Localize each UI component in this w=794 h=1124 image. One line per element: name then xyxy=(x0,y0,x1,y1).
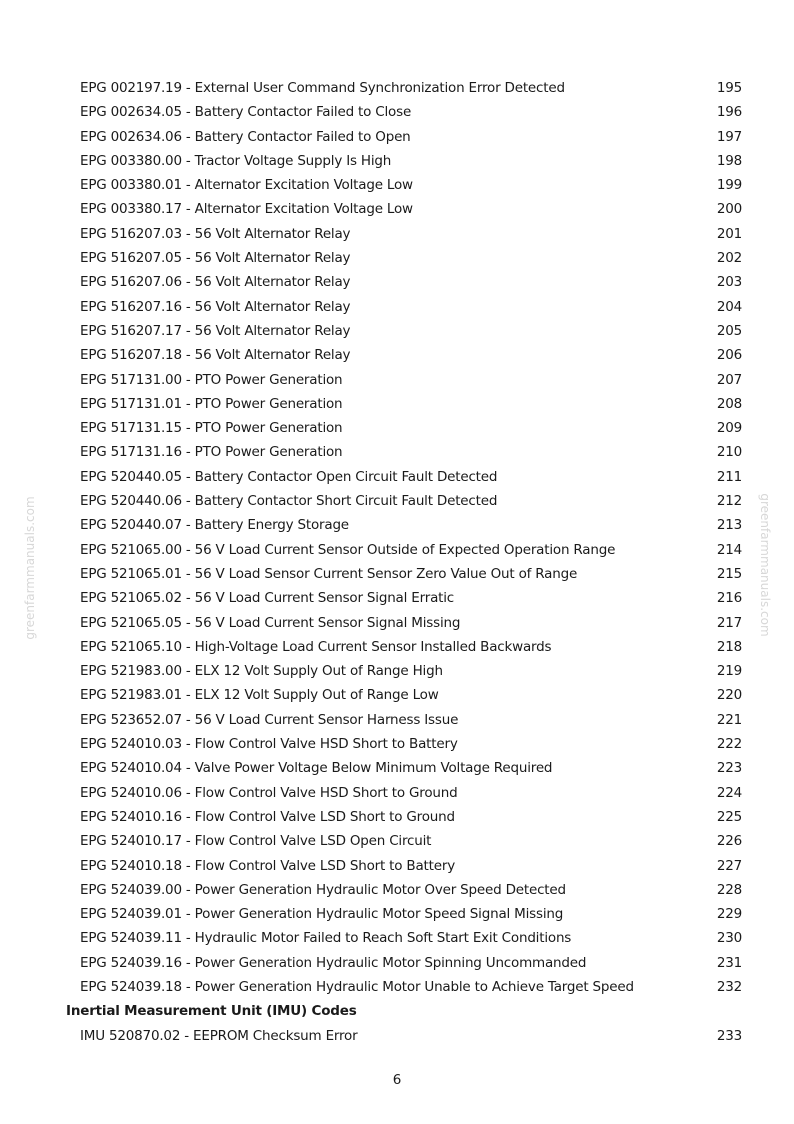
toc-entry[interactable] xyxy=(0,513,794,537)
toc-entry[interactable] xyxy=(0,392,794,416)
toc-entry-title: IMU 520870.02 - EEPROM Checksum Error xyxy=(80,1027,358,1044)
table-of-contents xyxy=(0,76,794,1048)
toc-entry-page: 225 xyxy=(716,808,742,825)
watermark-right: greenfarmmanuals.com xyxy=(758,493,772,637)
toc-entry-title: EPG 524039.18 - Power Generation Hydraulic Motor Unable to Achieve Target Speed xyxy=(80,978,634,995)
toc-entry-title: EPG 517131.16 - PTO Power Generation xyxy=(80,444,343,461)
toc-entry[interactable] xyxy=(0,878,794,902)
toc-entry[interactable] xyxy=(0,173,794,197)
toc-entry[interactable] xyxy=(0,659,794,683)
toc-entry[interactable] xyxy=(0,197,794,221)
toc-entry[interactable] xyxy=(0,951,794,975)
toc-entry-title: EPG 521065.05 - 56 V Load Current Sensor Signal Missing xyxy=(80,614,461,631)
toc-entry[interactable] xyxy=(0,926,794,950)
toc-entry-page: 231 xyxy=(716,954,742,971)
section-title: Inertial Measurement Unit (IMU) Codes xyxy=(66,1003,357,1020)
toc-entry-page: 227 xyxy=(716,857,742,874)
toc-entry[interactable] xyxy=(0,538,794,562)
toc-entry[interactable] xyxy=(0,368,794,392)
toc-entry-page: 232 xyxy=(716,978,742,995)
toc-entry-page: 204 xyxy=(716,298,742,315)
toc-entry-title: EPG 524010.17 - Flow Control Valve LSD Open Circuit xyxy=(80,833,432,850)
toc-entry-title: EPG 517131.00 - PTO Power Generation xyxy=(80,371,343,388)
toc-entry-title: EPG 524039.00 - Power Generation Hydraulic Motor Over Speed Detected xyxy=(80,881,566,898)
toc-entry-title: EPG 524039.16 - Power Generation Hydraulic Motor Spinning Uncommanded xyxy=(80,954,587,971)
toc-entry[interactable] xyxy=(0,732,794,756)
toc-entry[interactable] xyxy=(0,708,794,732)
toc-entry[interactable] xyxy=(0,100,794,124)
toc-entry[interactable] xyxy=(0,975,794,999)
toc-entry[interactable] xyxy=(0,76,794,100)
toc-entry[interactable] xyxy=(0,829,794,853)
toc-entry[interactable] xyxy=(0,586,794,610)
toc-entry-title: EPG 516207.17 - 56 Volt Alternator Relay xyxy=(80,322,351,339)
toc-entry-page: 198 xyxy=(716,152,742,169)
toc-entry[interactable] xyxy=(0,756,794,780)
toc-entry-page: 196 xyxy=(716,104,742,121)
toc-entry-title: EPG 003380.17 - Alternator Excitation Voltage Low xyxy=(80,201,413,218)
toc-entry-page: 224 xyxy=(716,784,742,801)
toc-entry-page: 226 xyxy=(716,833,742,850)
toc-entry-page: 216 xyxy=(716,590,742,607)
toc-entry-title: EPG 521065.02 - 56 V Load Current Sensor Signal Erratic xyxy=(80,590,455,607)
toc-entry-page: 200 xyxy=(716,201,742,218)
toc-entry[interactable] xyxy=(0,343,794,367)
toc-entry-page: 219 xyxy=(716,663,742,680)
toc-entry-page: 209 xyxy=(716,420,742,437)
toc-entry-title: EPG 517131.15 - PTO Power Generation xyxy=(80,420,343,437)
toc-entry-page: 213 xyxy=(716,517,742,534)
toc-entry-page: 210 xyxy=(716,444,742,461)
toc-entry[interactable] xyxy=(0,270,794,294)
toc-entry-title: EPG 524010.03 - Flow Control Valve HSD Short to Battery xyxy=(80,736,458,753)
toc-entry[interactable] xyxy=(0,1024,794,1048)
toc-entry-title: EPG 524010.04 - Valve Power Voltage Below Minimum Voltage Required xyxy=(80,760,553,777)
toc-entry[interactable] xyxy=(0,149,794,173)
toc-entry-title: EPG 521983.01 - ELX 12 Volt Supply Out of Range Low xyxy=(80,687,439,704)
toc-entry-page: 218 xyxy=(716,638,742,655)
toc-entry-title: EPG 520440.05 - Battery Contactor Open Circuit Fault Detected xyxy=(80,468,498,485)
toc-entry[interactable] xyxy=(0,416,794,440)
toc-entry[interactable] xyxy=(0,635,794,659)
toc-entry-page: 199 xyxy=(716,177,742,194)
toc-entry-page: 211 xyxy=(716,468,742,485)
toc-entry-page: 223 xyxy=(716,760,742,777)
toc-entry-title: EPG 516207.16 - 56 Volt Alternator Relay xyxy=(80,298,351,315)
page-number: 6 xyxy=(392,1072,402,1088)
toc-entry-title: EPG 521983.00 - ELX 12 Volt Supply Out of Range High xyxy=(80,663,443,680)
toc-entry-page: 229 xyxy=(716,906,742,923)
toc-entry[interactable] xyxy=(0,902,794,926)
toc-entry-title: EPG 003380.00 - Tractor Voltage Supply Is High xyxy=(80,152,392,169)
toc-entry-page: 220 xyxy=(716,687,742,704)
toc-entry-page: 228 xyxy=(716,881,742,898)
toc-entry-title: EPG 002634.05 - Battery Contactor Failed to Close xyxy=(80,104,412,121)
toc-entry-title: EPG 516207.18 - 56 Volt Alternator Relay xyxy=(80,347,351,364)
toc-entry-title: EPG 523652.07 - 56 V Load Current Sensor Harness Issue xyxy=(80,711,459,728)
toc-entry-title: EPG 002197.19 - External User Command Synchronization Error Detected xyxy=(80,80,565,96)
toc-entry-page: 205 xyxy=(716,322,742,339)
toc-entry-title: EPG 516207.05 - 56 Volt Alternator Relay xyxy=(80,250,351,267)
toc-entry-title: EPG 521065.01 - 56 V Load Sensor Current Sensor Zero Value Out of Range xyxy=(80,565,578,582)
toc-entry-title: EPG 003380.01 - Alternator Excitation Voltage Low xyxy=(80,177,413,194)
toc-entry-title: EPG 002634.06 - Battery Contactor Failed to Open xyxy=(80,128,411,145)
toc-entry-page: 203 xyxy=(716,274,742,291)
toc-entry-page: 233 xyxy=(716,1027,742,1044)
toc-entry-title: EPG 516207.06 - 56 Volt Alternator Relay xyxy=(80,274,351,291)
toc-entry[interactable] xyxy=(0,489,794,513)
toc-entry-title: EPG 524010.18 - Flow Control Valve LSD Short to Battery xyxy=(80,857,455,874)
toc-entry-title: EPG 524010.06 - Flow Control Valve HSD Short to Ground xyxy=(80,784,458,801)
toc-entry-page: 207 xyxy=(716,371,742,388)
toc-entry-page: 212 xyxy=(716,493,742,510)
toc-entry-title: EPG 520440.07 - Battery Energy Storage xyxy=(80,517,349,534)
toc-entry[interactable] xyxy=(0,562,794,586)
toc-entry-title: EPG 524039.01 - Power Generation Hydraulic Motor Speed Signal Missing xyxy=(80,906,564,923)
toc-entry-page: 202 xyxy=(716,250,742,267)
toc-entry-title: EPG 516207.03 - 56 Volt Alternator Relay xyxy=(80,225,351,242)
toc-entry-page: 197 xyxy=(716,128,742,145)
toc-entry-page: 222 xyxy=(716,736,742,753)
toc-entry-title: EPG 521065.00 - 56 V Load Current Sensor Outside of Expected Operation Range xyxy=(80,541,616,558)
toc-entry[interactable] xyxy=(0,222,794,246)
toc-entry-title: EPG 517131.01 - PTO Power Generation xyxy=(80,395,343,412)
toc-entry-title: EPG 521065.10 - High-Voltage Load Current Sensor Installed Backwards xyxy=(80,638,552,655)
toc-entry[interactable] xyxy=(0,319,794,343)
toc-entry-page: 217 xyxy=(716,614,742,631)
watermark-left: greenfarmmanuals.com xyxy=(23,496,37,640)
toc-entry[interactable] xyxy=(0,805,794,829)
toc-entry-title: EPG 524039.11 - Hydraulic Motor Failed to Reach Soft Start Exit Conditions xyxy=(80,930,572,947)
toc-entry-page: 208 xyxy=(716,395,742,412)
toc-entry-page: 195 xyxy=(716,80,742,96)
toc-entry[interactable] xyxy=(0,781,794,805)
toc-entry-page: 214 xyxy=(716,541,742,558)
toc-section-heading xyxy=(0,999,794,1023)
toc-entry[interactable] xyxy=(0,611,794,635)
toc-entry-title: EPG 520440.06 - Battery Contactor Short Circuit Fault Detected xyxy=(80,493,498,510)
toc-entry-page: 201 xyxy=(716,225,742,242)
toc-entry-page: 206 xyxy=(716,347,742,364)
toc-entry[interactable] xyxy=(0,125,794,149)
toc-entry[interactable] xyxy=(0,440,794,464)
toc-entry-page: 221 xyxy=(716,711,742,728)
toc-entry-title: EPG 524010.16 - Flow Control Valve LSD Short to Ground xyxy=(80,808,455,825)
toc-entry-page: 215 xyxy=(716,565,742,582)
toc-entry-page: 230 xyxy=(716,930,742,947)
toc-entry[interactable] xyxy=(0,854,794,878)
toc-entry[interactable] xyxy=(0,246,794,270)
toc-entry[interactable] xyxy=(0,683,794,707)
toc-entry[interactable] xyxy=(0,465,794,489)
toc-entry[interactable] xyxy=(0,295,794,319)
